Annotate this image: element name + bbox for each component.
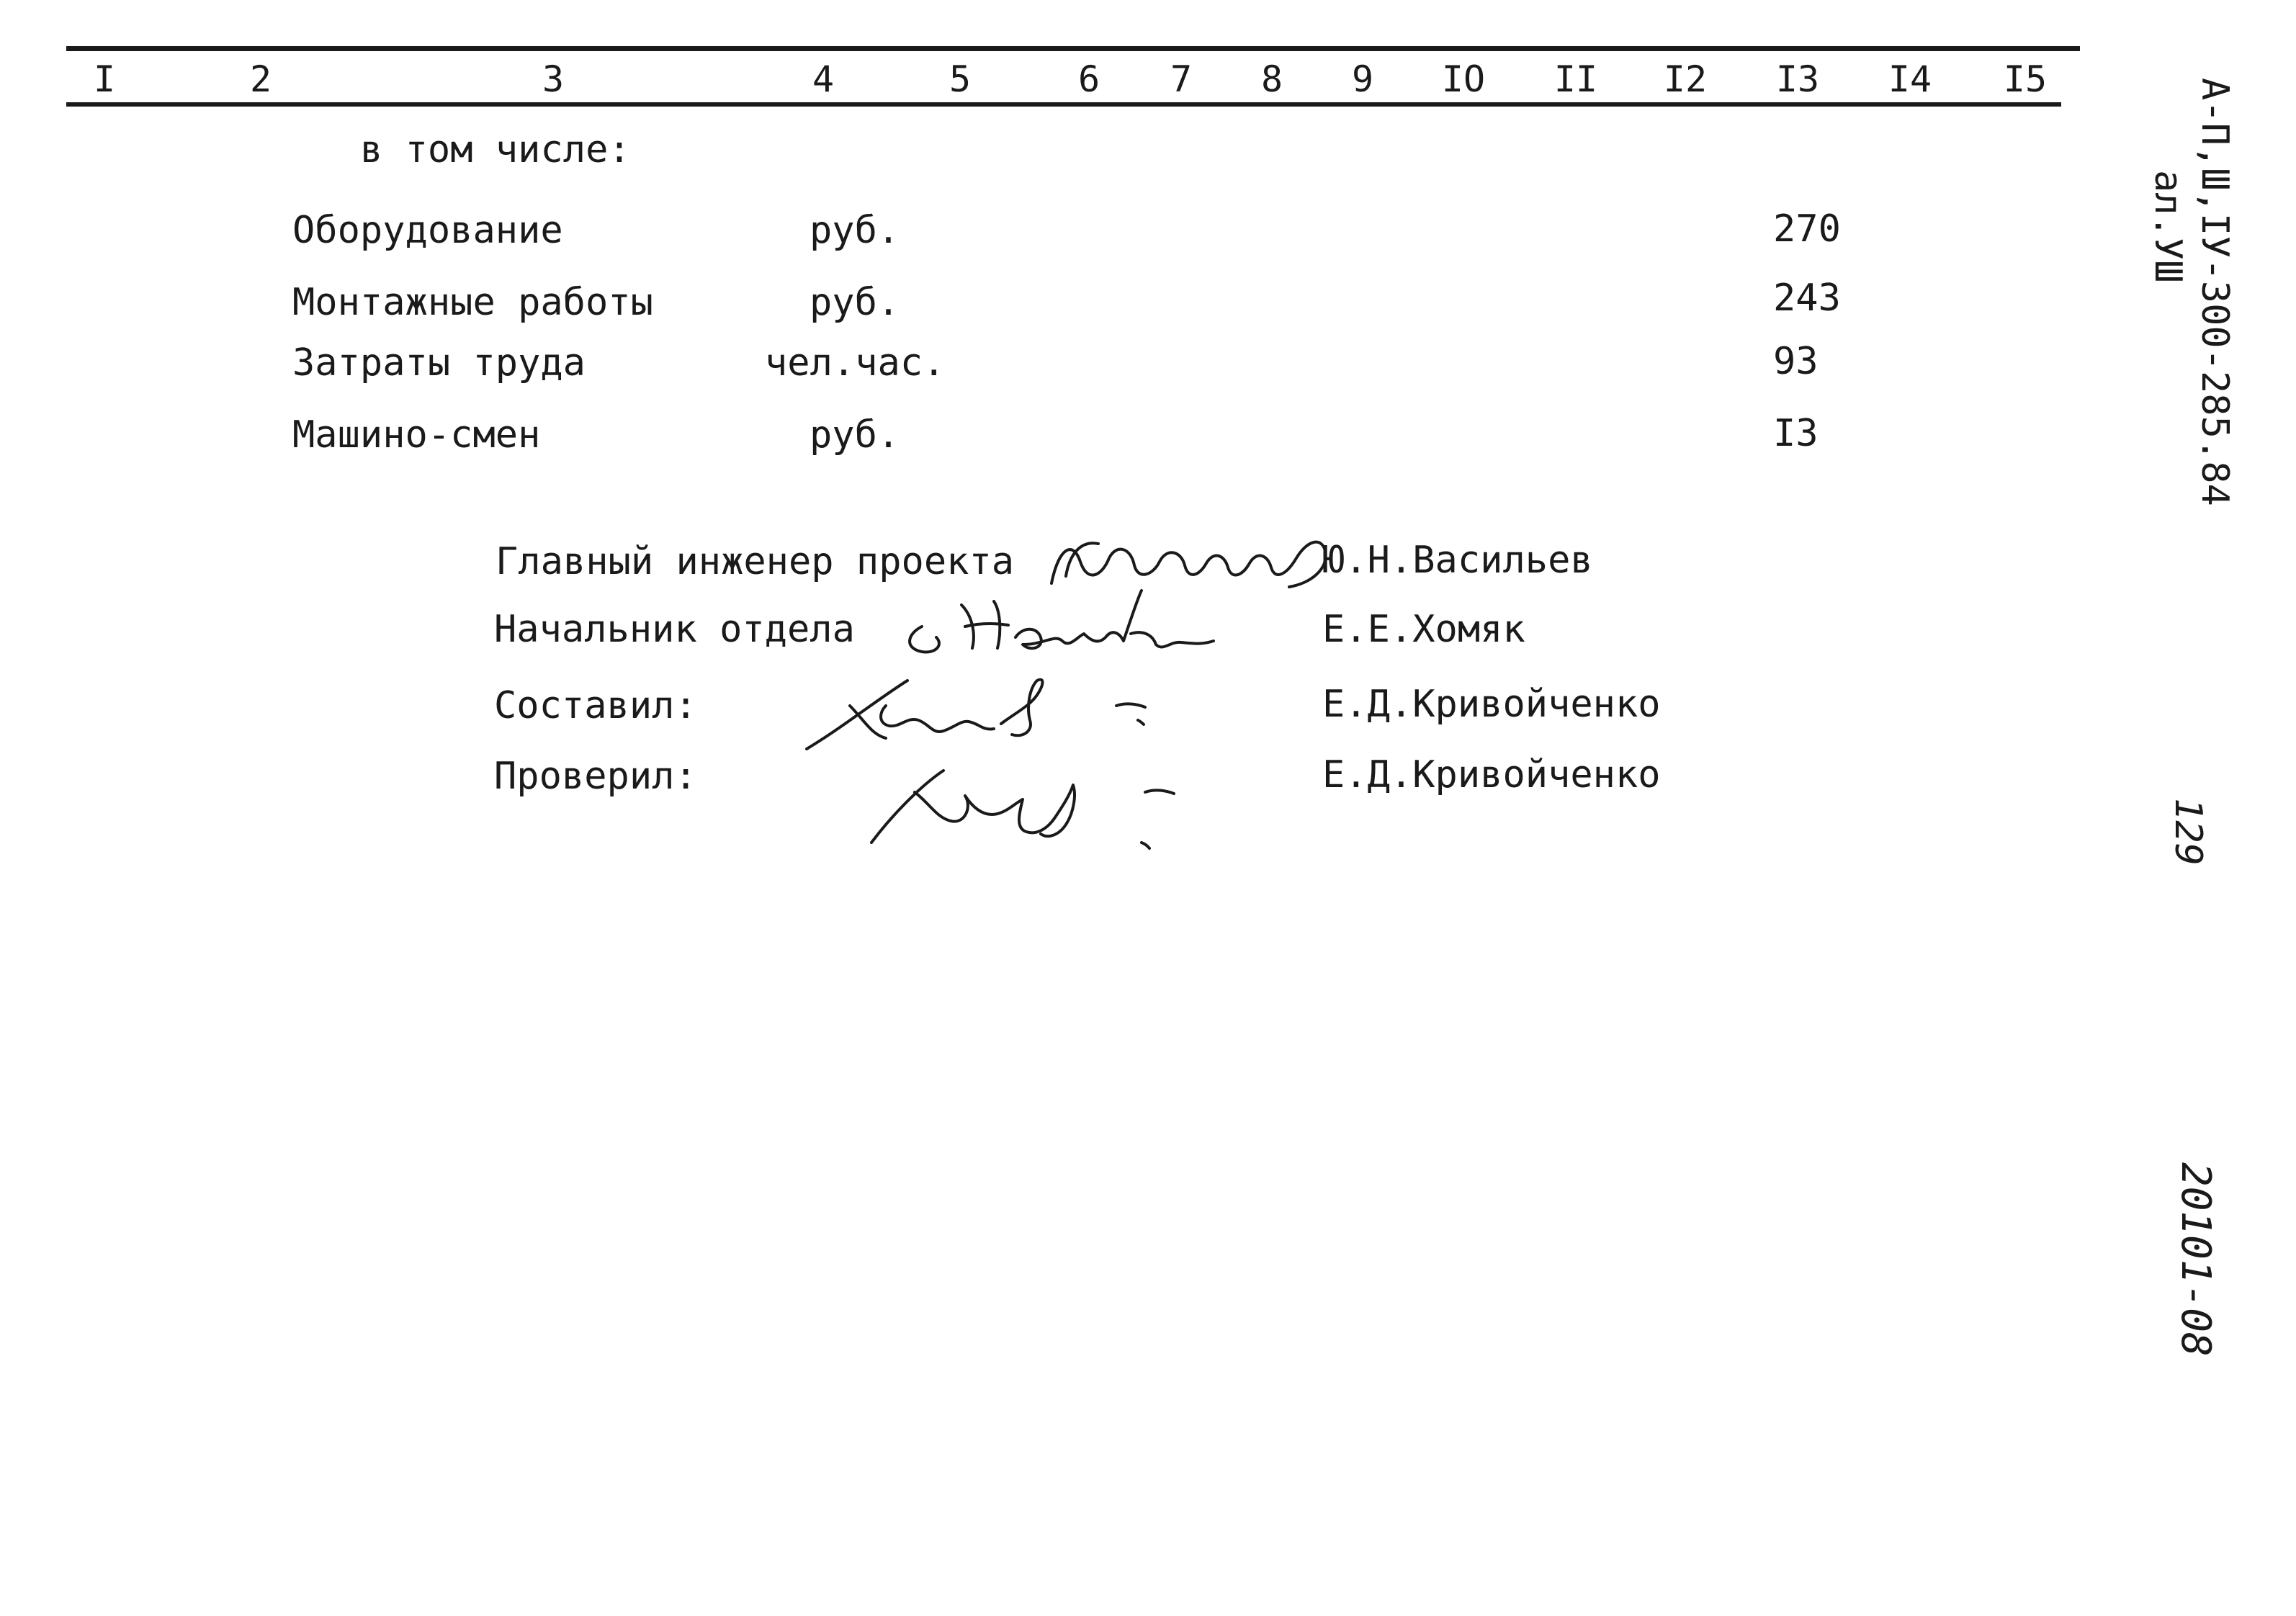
row-value: 93 (1773, 340, 1819, 383)
header-bottom-rule (66, 102, 2061, 107)
signature-role: Главный инженер проекта (495, 540, 1015, 583)
column-number: 5 (949, 58, 972, 100)
column-number: 3 (542, 58, 565, 100)
handwritten-signature (857, 763, 1203, 871)
column-number: I2 (1663, 58, 1708, 100)
row-value: 270 (1773, 207, 1841, 251)
signature-role: Начальник отдела (494, 608, 855, 651)
inventory-number: 20101-08 (2172, 1162, 2219, 1357)
album-label: ал.УШ (2146, 170, 2189, 283)
row-name: Машино-смен (292, 413, 541, 457)
column-number: 4 (812, 58, 835, 100)
signature-role: Проверил: (494, 755, 697, 798)
signature-person: Ю.Н.Васильев (1322, 539, 1593, 582)
page-number: 129 (2166, 798, 2210, 866)
signature-person: Е.Д.Кривойченко (1322, 683, 1661, 726)
row-unit: руб. (810, 413, 900, 457)
signature-person: Е.Е.Хомяк (1322, 608, 1525, 651)
column-number: I (93, 58, 116, 100)
row-unit: руб. (810, 209, 900, 252)
row-unit: чел.час. (765, 341, 946, 385)
column-number: I5 (2003, 58, 2048, 100)
row-name: Затраты труда (292, 341, 586, 385)
row-name: Монтажные работы (292, 281, 653, 324)
column-number: IO (1441, 58, 1486, 100)
column-number: I3 (1775, 58, 1820, 100)
column-number: 8 (1260, 58, 1283, 100)
column-number: 6 (1077, 58, 1100, 100)
row-unit: руб. (810, 281, 900, 324)
row-value: I3 (1773, 412, 1819, 455)
subheader: в том числе: (360, 128, 631, 171)
handwritten-signature (799, 663, 1188, 763)
document-code: А-П,Ш,IУ-300-285.84 (2193, 78, 2236, 506)
row-name: Оборудование (292, 209, 563, 252)
signature-role: Составил: (494, 684, 697, 727)
header-top-rule (66, 46, 2080, 51)
handwritten-signature (893, 583, 1224, 663)
column-number: 7 (1170, 58, 1193, 100)
column-number: I4 (1888, 58, 1932, 100)
column-number: 2 (249, 58, 272, 100)
column-number: 9 (1351, 58, 1374, 100)
row-value: 243 (1773, 277, 1841, 320)
column-number: II (1553, 58, 1598, 100)
signature-person: Е.Д.Кривойченко (1322, 753, 1661, 796)
